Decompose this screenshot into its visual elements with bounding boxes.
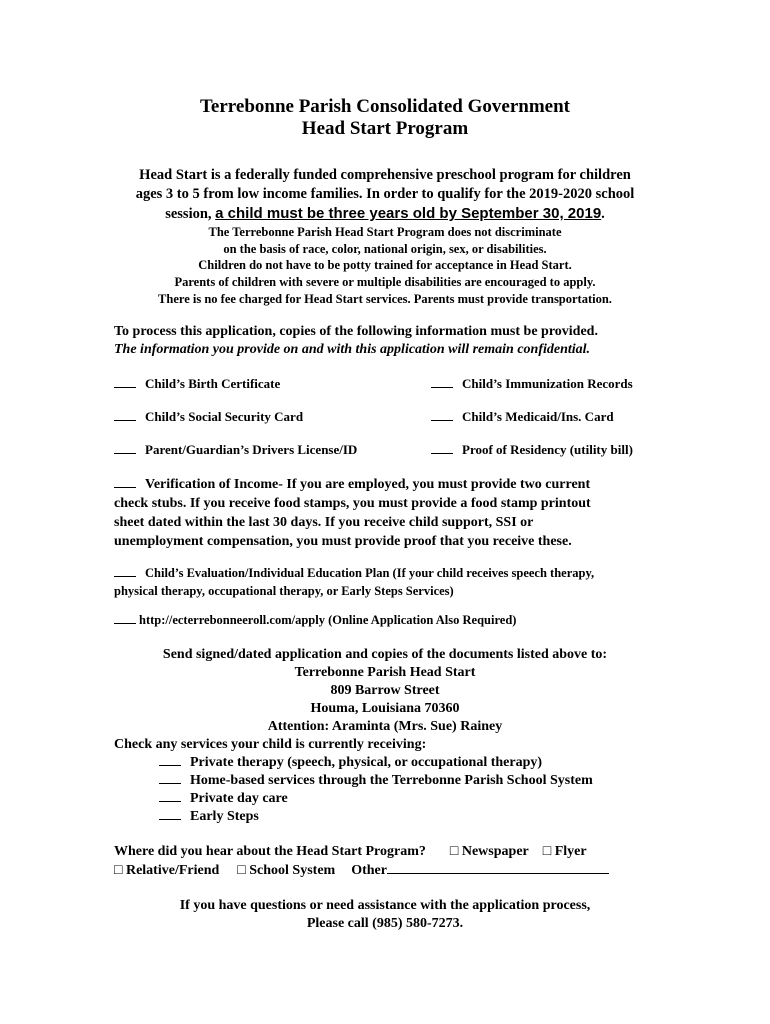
contact-line: If you have questions or need assistance with the application process,: [179, 898, 591, 913]
check-blank[interactable]: [114, 409, 136, 421]
income-line: check stubs. If you receive food stamps, you must provide a food stamp printout: [114, 496, 591, 511]
intro-line-3-prefix: session,: [165, 206, 216, 222]
intro-paragraph: [0, 166, 770, 224]
check-blank[interactable]: [159, 772, 181, 784]
iep-item: [114, 564, 594, 600]
intro-line-3-suffix: .: [601, 206, 605, 222]
age-requirement: a child must be three years old by September 30, 2019: [215, 205, 602, 222]
address-line: Houma, Louisiana 70360: [310, 701, 460, 716]
check-blank[interactable]: [431, 409, 453, 421]
check-blank[interactable]: [114, 565, 136, 577]
service-item: [114, 754, 593, 772]
checklist-label: Child’s Social Security Card: [145, 409, 304, 424]
address-line: 809 Barrow Street: [330, 683, 440, 698]
option-flyer: Flyer: [554, 844, 587, 859]
checkbox-icon[interactable]: □: [542, 844, 552, 859]
checklist-label: Child’s Immunization Records: [462, 376, 633, 391]
checklist-item: [431, 376, 633, 392]
referral-source-question: [114, 843, 609, 880]
policy-note: Children do not have to be potty trained for acceptance in Head Start.: [198, 258, 572, 273]
option-school-system: School System: [249, 863, 336, 878]
checklist-label: Child’s Medicaid/Ins. Card: [462, 409, 614, 424]
check-blank[interactable]: [114, 442, 136, 454]
iep-line: Child’s Evaluation/Individual Education Plan (If your child receives speech therapy,: [145, 566, 595, 580]
confidentiality-line: The information you provide on and with this application will remain confidential.: [114, 342, 591, 357]
checklist-item: [431, 442, 633, 458]
checklist-label: Parent/Guardian’s Drivers License/ID: [145, 442, 358, 457]
policy-notes: [0, 224, 770, 308]
check-blank[interactable]: [159, 790, 181, 802]
income-line: sheet dated within the last 30 days. If you receive child support, SSI or: [114, 515, 534, 530]
income-verification: [114, 475, 591, 551]
check-blank[interactable]: [159, 808, 181, 820]
checklist-item: [114, 442, 357, 458]
checklist-item: [114, 409, 303, 425]
policy-note: on the basis of race, color, national origin, sex, or disabilities.: [223, 241, 547, 256]
checklist-label: Proof of Residency (utility bill): [462, 442, 633, 457]
send-instructions: Send signed/dated application and copies of the documents listed above to:: [162, 647, 608, 662]
address-line: Terrebonne Parish Head Start: [294, 665, 476, 680]
service-label: Early Steps: [190, 809, 259, 824]
process-instructions: [114, 323, 598, 359]
policy-note: The Terrebonne Parish Head Start Program does not discriminate: [208, 225, 562, 239]
service-label: Private therapy (speech, physical, or occupational therapy): [190, 755, 543, 770]
service-label: Home-based services through the Terrebonne Parish School System: [190, 773, 593, 788]
checklist-label: Child’s Birth Certificate: [145, 376, 281, 391]
policy-note: Parents of children with severe or multiple disabilities are encouraged to apply.: [174, 275, 596, 290]
check-blank[interactable]: [431, 376, 453, 388]
check-blank[interactable]: [114, 376, 136, 388]
checklist-item: [431, 409, 614, 425]
contact-info: [0, 897, 770, 933]
policy-note: There is no fee charged for Head Start services. Parents must provide transportation.: [158, 291, 612, 306]
intro-line-2: ages 3 to 5 from low income families. In order to qualify for the 2019-2020 school: [135, 186, 635, 202]
checklist-item: [114, 376, 280, 392]
title-line-1: Terrebonne Parish Consolidated Government: [200, 96, 570, 117]
process-line: To process this application, copies of the following information must be provided.: [114, 324, 598, 339]
service-item: [114, 790, 593, 808]
check-blank[interactable]: [431, 442, 453, 454]
page-title: [0, 96, 770, 140]
online-application-item: [114, 612, 516, 628]
referral-question: Where did you hear about the Head Start Program?: [114, 844, 426, 859]
checkbox-icon[interactable]: □: [237, 863, 246, 878]
check-blank[interactable]: [159, 754, 181, 766]
income-line: Verification of Income- If you are employed, you must provide two current: [145, 477, 591, 492]
other-label: Other: [351, 863, 387, 878]
other-input[interactable]: [387, 861, 609, 874]
online-application-link[interactable]: http://ecterrebonneeroll.com/apply (Online Application Also Required): [139, 613, 517, 627]
title-line-2: Head Start Program: [301, 118, 469, 139]
service-item: [114, 772, 593, 790]
intro-line-1: Head Start is a federally funded comprehensive preschool program for children: [139, 167, 631, 183]
intro-line-3: [0, 204, 770, 224]
service-label: Private day care: [190, 791, 288, 806]
service-item: [114, 808, 593, 826]
option-relative-friend: Relative/Friend: [125, 863, 220, 878]
option-newspaper: Newspaper: [461, 844, 529, 859]
iep-line: physical therapy, occupational therapy, or Early Steps Services): [114, 584, 454, 598]
services-heading: Check any services your child is currently receiving:: [114, 737, 427, 752]
contact-phone: Please call (985) 580-7273.: [306, 916, 464, 931]
services-section: [114, 736, 593, 826]
check-blank[interactable]: [114, 612, 136, 624]
mailing-address: [0, 646, 770, 736]
checkbox-icon[interactable]: □: [449, 844, 459, 859]
check-blank[interactable]: [114, 476, 136, 488]
checkbox-icon[interactable]: □: [114, 863, 123, 878]
income-line: unemployment compensation, you must provide proof that you receive these.: [114, 534, 572, 549]
address-attention: Attention: Araminta (Mrs. Sue) Rainey: [267, 719, 503, 734]
